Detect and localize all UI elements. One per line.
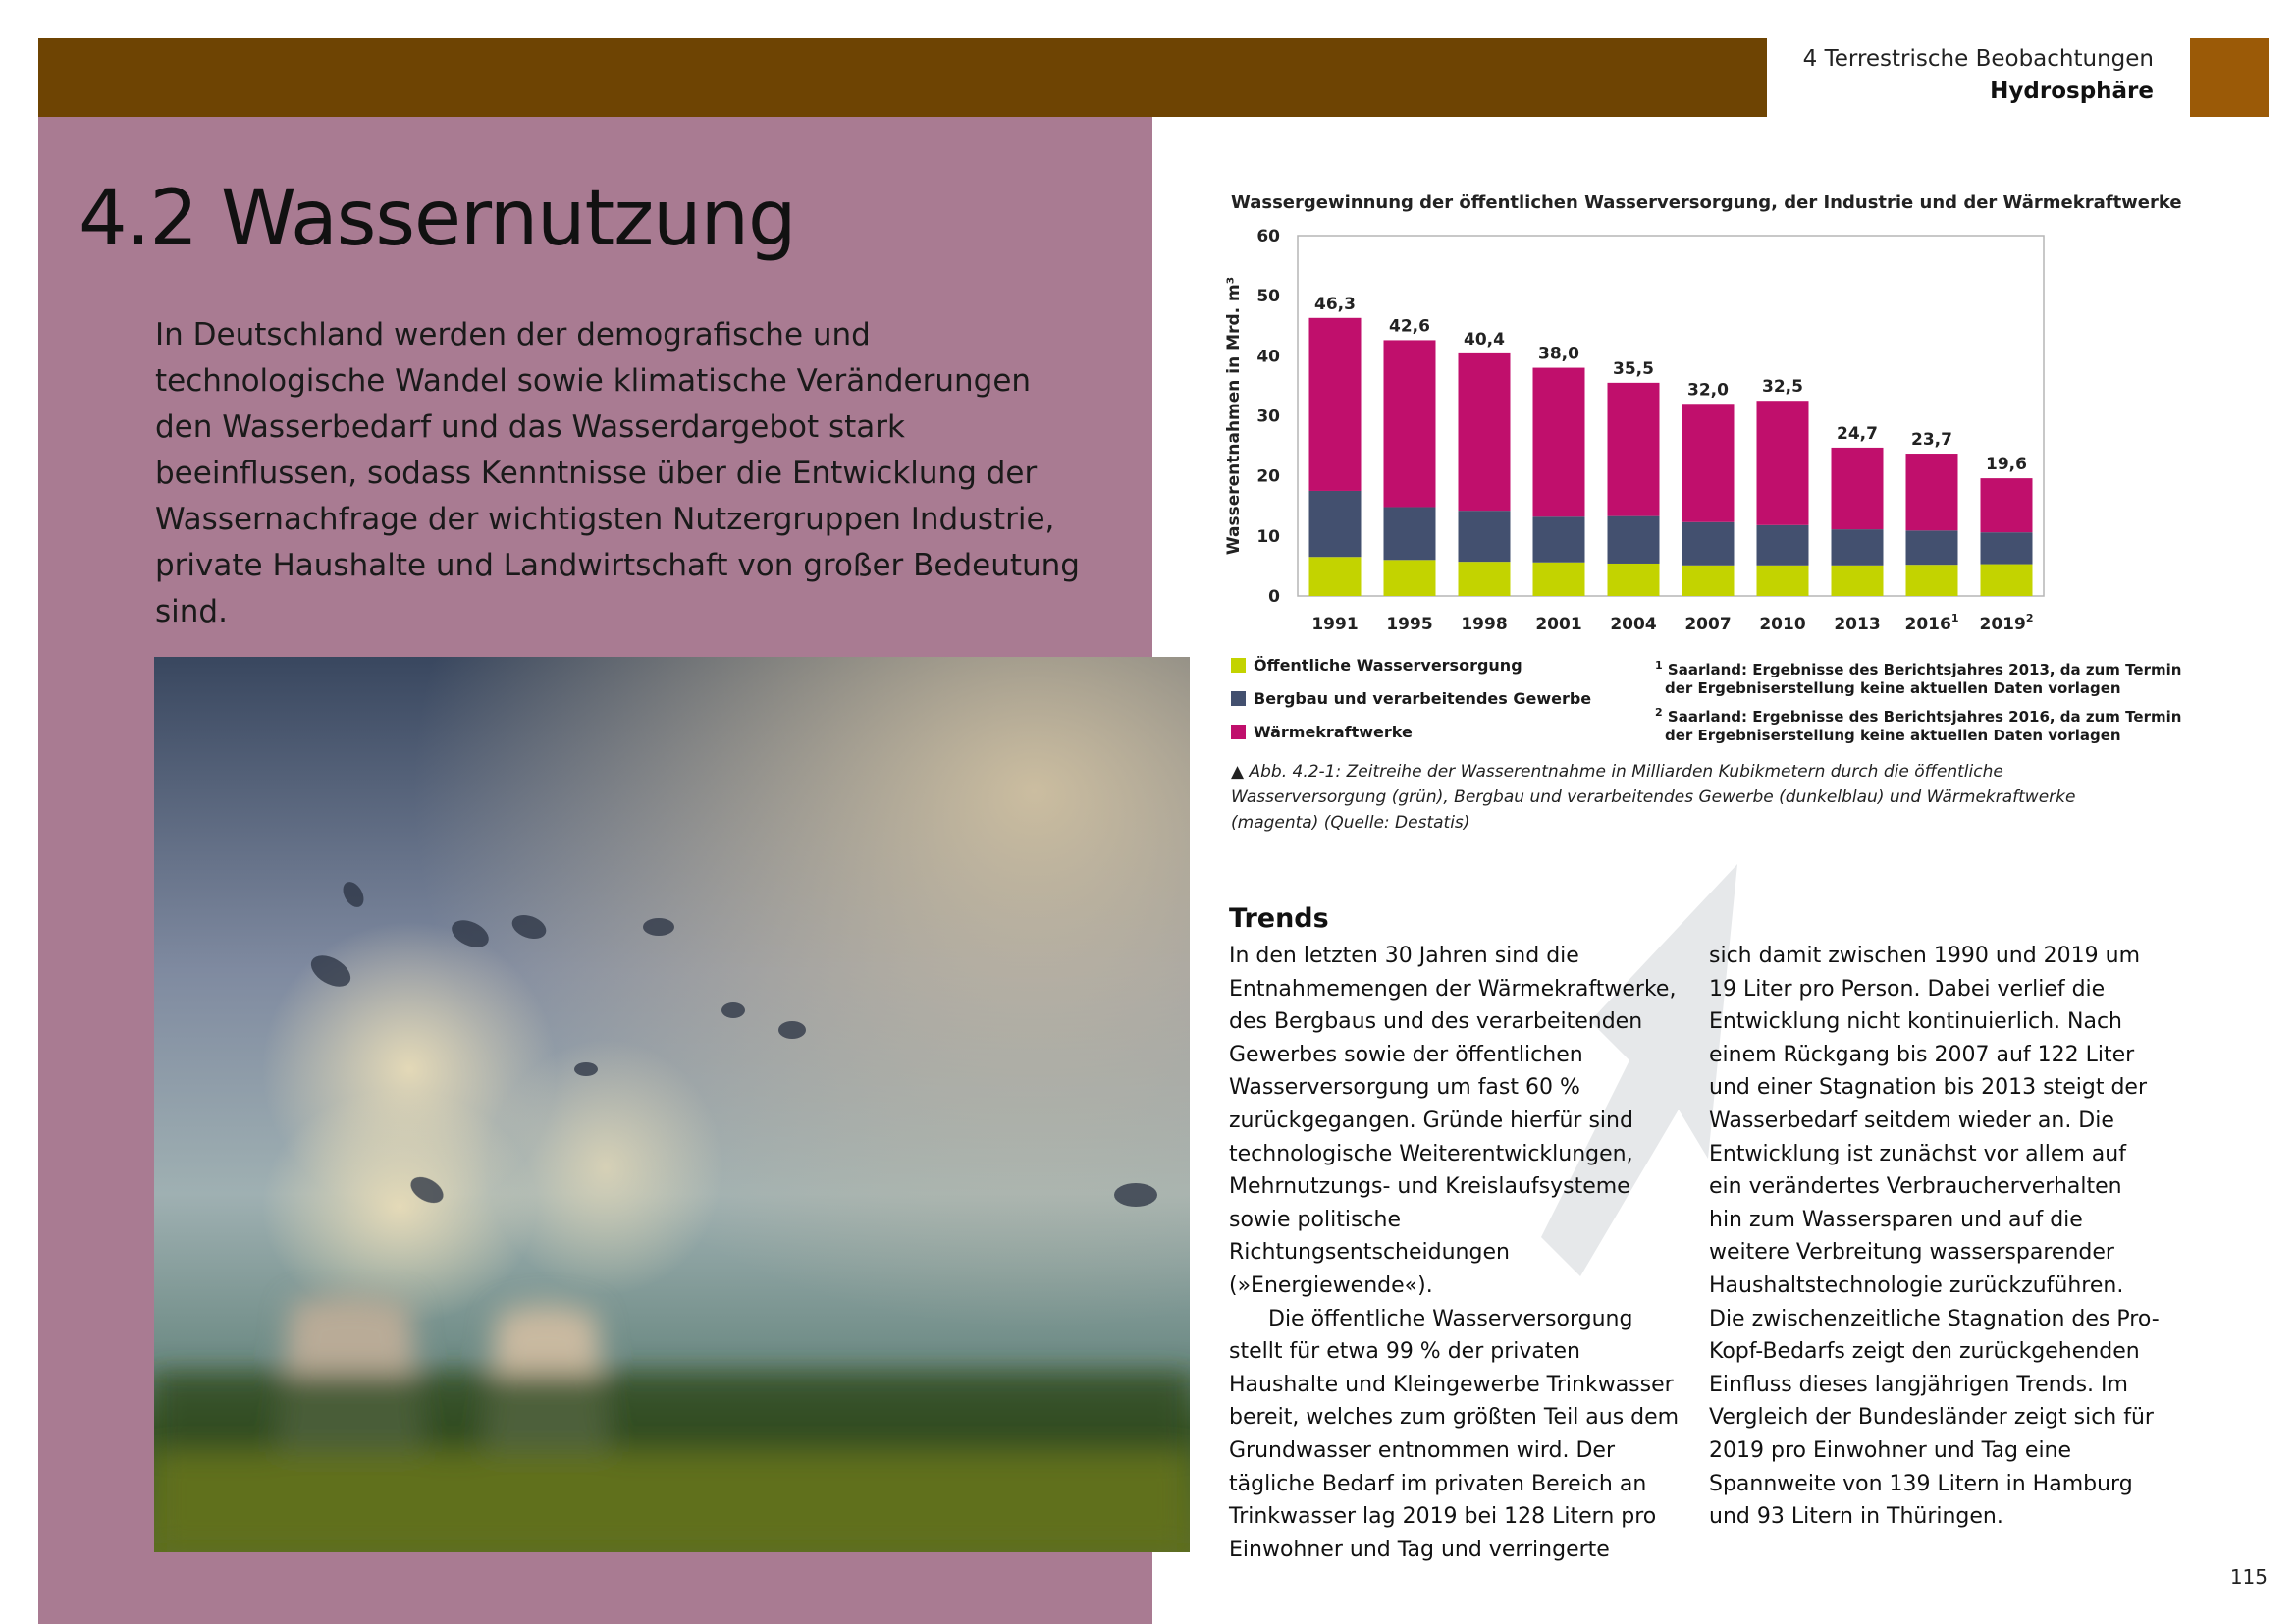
header-bar bbox=[38, 38, 1767, 117]
bar-total-label: 46,3 bbox=[1314, 294, 1356, 314]
water-withdrawal-chart bbox=[1217, 221, 2199, 648]
y-tick-label: 20 bbox=[1256, 466, 1280, 487]
bar-segment bbox=[1981, 532, 2033, 564]
page-title: 4.2 Wassernutzung bbox=[79, 175, 796, 263]
bar-segment bbox=[1533, 368, 1585, 517]
bar-total-label: 32,5 bbox=[1762, 377, 1803, 398]
chart-title: Wassergewinnung der öffentlichen Wasserversorgung, der Industrie und der Wärmekraftwerke bbox=[1231, 192, 2182, 213]
bar-total-label: 35,5 bbox=[1613, 358, 1654, 379]
bar-segment bbox=[1459, 562, 1511, 596]
trends-paragraph: sich damit zwischen 1990 und 2019 um 19 Liter pro Person. Dabei verlief die Entwicklung nicht kontinuierlich. Nach einem Rückgang bis 2007 auf 122 Liter und einer Stagnation bis 2013 steigt der Wasserbedarf seitdem wieder an. Die Entwicklung ist zunächst vor allem auf ein verändertes Verbraucherverhalten hin zum Wassersparen und auf die weitere Verbreitung wassersparender Haushaltstechnologie zurückzuführen. Die zwischenzeitliche Stagnation des Pro-Kopf-Bedarfs zeigt den zurückgehenden Einfluss dieses langjährigen Trends. Im Vergleich der Bundesländer zeigt sich für 2019 pro Einwohner und Tag eine Spannweite von 139 Litern in Hamburg und 93 Litern in Thüringen. bbox=[1709, 944, 2160, 1530]
trends-paragraph: In den letzten 30 Jahren sind die Entnahmemengen der Wärmekraftwerke, des Bergbaus und des verarbeitenden Gewerbes sowie der öffentlichen Wasserversorgung um fast 60 % zurückgegangen. Gründe hierfür sind technologische Weiterentwicklungen, Mehrnutzungs- und Kreislaufsysteme sowie politische Richtungsentscheidungen (»Energiewende«). bbox=[1229, 944, 1677, 1298]
legend-swatch bbox=[1231, 691, 1246, 706]
legend-item-mining-industry bbox=[1231, 689, 1591, 708]
trends-heading: Trends bbox=[1229, 903, 1329, 934]
legend-swatch bbox=[1231, 725, 1246, 739]
bar-segment bbox=[1981, 478, 2033, 532]
x-tick-label: 1991 bbox=[1311, 615, 1359, 634]
header-color-square bbox=[2190, 38, 2269, 117]
bar-segment bbox=[1682, 566, 1735, 596]
figure-caption bbox=[1231, 759, 2163, 836]
bar-segment bbox=[1533, 563, 1585, 596]
bar-segment bbox=[1832, 448, 1884, 529]
bar-segment bbox=[1608, 383, 1660, 516]
bar-segment bbox=[1459, 353, 1511, 511]
x-tick-label: 2001 bbox=[1535, 615, 1582, 634]
intro-paragraph: In Deutschland werden der demografische und technologische Wandel sowie klimatische Veränderungen den Wasserbedarf und das Wasserdargebot stark beeinflussen, sodass Kenntnisse über die Entwicklung der Wassernachfrage der wichtigsten Nutzergruppen Industrie, private Haushalte und Landwirtschaft von großer Bedeutung sind. bbox=[155, 317, 1080, 629]
bar-segment bbox=[1459, 511, 1511, 562]
bar-segment bbox=[1757, 566, 1809, 596]
y-tick-label: 40 bbox=[1256, 347, 1280, 367]
x-tick-label: 2007 bbox=[1684, 615, 1732, 634]
chart-footnote-2 bbox=[1655, 703, 2181, 745]
cooling-towers-rain-photo bbox=[154, 657, 1190, 1552]
bar-total-label: 32,0 bbox=[1687, 380, 1729, 401]
footnote-mark: 1 bbox=[1655, 659, 1663, 672]
legend-label: Bergbau und verarbeitendes Gewerbe bbox=[1254, 689, 1592, 708]
bar-segment bbox=[1384, 507, 1436, 560]
chapter-label: 4 Terrestrische Beobachtungen bbox=[1802, 46, 2154, 72]
bar-segment bbox=[1757, 525, 1809, 566]
bar-segment bbox=[1309, 318, 1362, 491]
bar-segment bbox=[1682, 522, 1735, 566]
trends-paragraph: Die öffentliche Wasserversorgung stellt für etwa 99 % der privaten Haushalte und Kleingewerbe Trinkwasser bereit, welches zum größten Teil aus dem Grundwasser entnommen wird. Der tägliche Bedarf im privaten Bereich an Trinkwasser lag 2019 bei 128 Litern pro Einwohner und Tag und verringerte bbox=[1229, 1306, 1680, 1562]
trends-column-2 bbox=[1709, 940, 2161, 1534]
x-tick-label: 2019$^2$ bbox=[1979, 612, 2034, 634]
bar-segment bbox=[1906, 565, 1958, 596]
y-tick-label: 10 bbox=[1256, 526, 1280, 547]
caption-text: Zeitreihe der Wasserentnahme in Milliarden Kubikmetern durch die öffentliche Wasserversorgung (grün), Bergbau und verarbeitendes Gewerbe (dunkelblau) und Wärmekraftwerke (magenta) (Quelle: Destatis) bbox=[1231, 762, 2076, 833]
y-tick-label: 0 bbox=[1268, 587, 1280, 607]
caption-label: Abb. 4.2-1: bbox=[1249, 762, 1342, 782]
bar-total-label: 19,6 bbox=[1986, 455, 2027, 475]
bar-segment bbox=[1384, 560, 1436, 596]
footnote-text: Saarland: Ergebnisse des Berichtsjahres 2016, da zum Termin bbox=[1667, 708, 2182, 726]
legend-swatch bbox=[1231, 658, 1246, 673]
section-label: Hydrosphäre bbox=[1990, 79, 2154, 104]
bar-segment bbox=[1533, 516, 1585, 562]
legend-item-thermal-power bbox=[1231, 723, 1413, 741]
bar-total-label: 24,7 bbox=[1837, 423, 1878, 444]
bar-segment bbox=[1309, 557, 1362, 596]
y-tick-label: 50 bbox=[1256, 287, 1280, 307]
bar-total-label: 38,0 bbox=[1538, 344, 1579, 364]
caption-marker: ▲ bbox=[1231, 762, 1245, 782]
bar-segment bbox=[1682, 404, 1735, 521]
bar-total-label: 42,6 bbox=[1389, 316, 1430, 337]
bar-segment bbox=[1384, 340, 1436, 507]
footnote-text: Saarland: Ergebnisse des Berichtsjahres 2013, da zum Termin bbox=[1667, 661, 2182, 678]
footnote-text: der Ergebniserstellung keine aktuellen Daten vorlagen bbox=[1665, 679, 2121, 697]
y-axis-label: Wasserentnahmen in Mrd. m³ bbox=[1224, 276, 1244, 556]
bar-segment bbox=[1906, 530, 1958, 565]
x-tick-label: 2013 bbox=[1834, 615, 1881, 634]
legend-label: Wärmekraftwerke bbox=[1254, 723, 1413, 741]
chart-footnote-1 bbox=[1655, 656, 2181, 698]
legend-item-public-supply bbox=[1231, 656, 1522, 675]
page-number: 115 bbox=[2229, 1565, 2268, 1589]
x-tick-label: 2016$^1$ bbox=[1904, 612, 1959, 634]
legend-label: Öffentliche Wasserversorgung bbox=[1254, 656, 1522, 675]
y-tick-label: 60 bbox=[1256, 227, 1280, 246]
y-tick-label: 30 bbox=[1256, 406, 1280, 427]
bar-segment bbox=[1981, 565, 2033, 596]
bar-segment bbox=[1832, 566, 1884, 596]
bar-segment bbox=[1608, 516, 1660, 564]
x-tick-label: 2004 bbox=[1610, 615, 1657, 634]
footnote-text: der Ergebniserstellung keine aktuellen Daten vorlagen bbox=[1665, 727, 2121, 744]
bar-segment bbox=[1757, 401, 1809, 525]
bar-segment bbox=[1906, 454, 1958, 530]
x-tick-label: 1998 bbox=[1461, 615, 1508, 634]
bar-total-label: 40,4 bbox=[1464, 329, 1505, 350]
bar-segment bbox=[1832, 529, 1884, 566]
bar-total-label: 23,7 bbox=[1911, 430, 1952, 451]
x-tick-label: 2010 bbox=[1759, 615, 1806, 634]
trends-column-1 bbox=[1229, 940, 1681, 1566]
x-tick-label: 1995 bbox=[1386, 615, 1433, 634]
bar-segment bbox=[1608, 564, 1660, 596]
footnote-mark: 2 bbox=[1655, 706, 1663, 719]
bar-segment bbox=[1309, 491, 1362, 557]
